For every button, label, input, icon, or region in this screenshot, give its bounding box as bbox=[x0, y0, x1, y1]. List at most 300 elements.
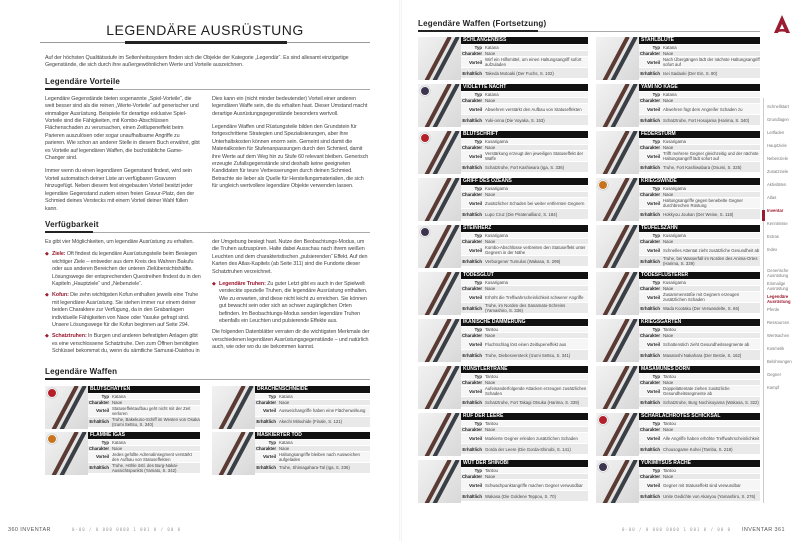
stat-value: Zusammenstöße mit Gegnern erzeugen zusätzlichen Schaden bbox=[663, 292, 740, 302]
stat-label: Vorteil bbox=[468, 294, 482, 300]
heading-waffen-fortsetzung: Legendäre Waffen (Fortsetzung) bbox=[418, 19, 547, 28]
stat-value: Kusarigama bbox=[485, 186, 508, 191]
left-weapon-cards bbox=[45, 386, 370, 475]
weapon-stats bbox=[461, 460, 588, 503]
stat-value: Naoe bbox=[663, 239, 674, 244]
stat-label: Erhältlich bbox=[640, 305, 660, 311]
stat-value: Masatoshi Nakahara (Der Bestie, S. 162) bbox=[663, 352, 742, 358]
stat-label: Erhältlich bbox=[462, 70, 482, 76]
stat-value: Unite Gedichte von Akaryou (Yamashiro, S. 276) bbox=[663, 493, 756, 499]
stat-label: Typ bbox=[652, 280, 660, 285]
weapon-card bbox=[596, 37, 760, 80]
status-effect-badge-icon bbox=[47, 388, 57, 398]
sidebar-item[interactable]: Nebenziele bbox=[767, 156, 788, 161]
status-effect-badge-icon bbox=[598, 415, 608, 425]
status-effect-badge-icon bbox=[420, 133, 430, 143]
stat-row-erhaeltlich bbox=[639, 302, 760, 313]
stat-row-vorteil bbox=[639, 150, 760, 161]
weapon-stats bbox=[639, 178, 760, 221]
stat-label: Erhältlich bbox=[256, 419, 276, 425]
stat-row-vorteil bbox=[255, 405, 370, 416]
stat-label: Charakter bbox=[88, 399, 109, 405]
weapon-name: KRIEGSGARTEN bbox=[639, 319, 760, 326]
stat-value: Tantou bbox=[485, 374, 498, 379]
stat-row-erhaeltlich bbox=[461, 114, 588, 125]
stat-label: Vorteil bbox=[646, 435, 660, 441]
stat-row-vorteil bbox=[639, 197, 760, 208]
stat-row-vorteil bbox=[461, 244, 588, 255]
weapon-image bbox=[596, 272, 639, 315]
stat-value: Truhe, Shimagahara-Tal (Iga, S. 336) bbox=[279, 465, 350, 471]
page-title: LEGENDÄRE AUSRÜSTUNG bbox=[106, 22, 304, 38]
stat-value: Schatztruhe, Fort Kashiwara (Iga, S. 336) bbox=[485, 164, 565, 170]
stat-label: Typ bbox=[101, 393, 109, 399]
weapon-image bbox=[418, 272, 461, 315]
stat-value: Kombo-Abschlüsse verbreiten den Statuseffekt unter Gegnern in der Nähe bbox=[485, 245, 586, 255]
weapon-stats bbox=[461, 413, 588, 456]
stat-value: Naoe bbox=[485, 239, 496, 244]
stat-value: Markierte Gegner erleiden zusätzlichen Schaden bbox=[485, 435, 578, 441]
stat-label: Vorteil bbox=[646, 200, 660, 206]
sidebar-item[interactable]: Zusatzziele bbox=[767, 169, 789, 174]
status-effect-badge-icon bbox=[598, 462, 608, 472]
stat-row-erhaeltlich bbox=[639, 443, 760, 454]
stat-label: Erhältlich bbox=[640, 211, 660, 217]
stat-value: Tantou bbox=[663, 421, 676, 426]
stat-value: Gorda der Leere (Die Gorda-Shinobi, S. 141) bbox=[485, 446, 571, 452]
vorteile-col-1 bbox=[45, 96, 201, 213]
weapon-name: MASAMUNES DORN bbox=[639, 366, 760, 373]
item-label: Schatztruhen: bbox=[52, 333, 87, 340]
stat-row-vorteil bbox=[461, 432, 588, 443]
stat-label: Charakter bbox=[639, 286, 660, 291]
stat-value: Katana bbox=[663, 92, 677, 97]
weapon-card bbox=[418, 84, 588, 127]
weapon-image bbox=[418, 131, 461, 174]
weapon-card bbox=[418, 413, 588, 456]
weapon-stats bbox=[639, 413, 760, 456]
stat-label: Typ bbox=[652, 45, 660, 50]
sidebar-item[interactable]: Inventar bbox=[767, 208, 784, 213]
stat-label: Typ bbox=[652, 468, 660, 473]
weapon-card bbox=[45, 386, 200, 429]
stat-label: Erhältlich bbox=[89, 465, 109, 471]
stat-row-erhaeltlich bbox=[461, 443, 588, 454]
weapon-name: STAHLBLÜTE bbox=[639, 37, 760, 44]
stat-label: Typ bbox=[652, 233, 660, 238]
stat-value: Zusätzlicher Schaden bei weiter entfernten Gegnern bbox=[485, 200, 585, 206]
paragraph: Die folgenden Datenblätter verraten dir die wichtigsten Merkmale der verschiedenen legendären Ausrüstungsgegenstände – und natürlich auch, wie oder wo du sie bekommen kannst. bbox=[212, 329, 370, 351]
stat-label: Charakter bbox=[639, 145, 660, 150]
weapon-image bbox=[596, 131, 639, 174]
stat-label: Erhältlich bbox=[640, 399, 660, 405]
stat-value: Naoe bbox=[663, 98, 674, 103]
stat-value: Isei Sadaoki (Der Ein, S. 80) bbox=[663, 70, 718, 76]
weapon-stats bbox=[255, 386, 370, 429]
weapon-card bbox=[596, 178, 760, 221]
weapon-name: TODESFLÜSTERER bbox=[639, 272, 760, 279]
stat-value: Katana bbox=[279, 439, 293, 445]
stat-label: Erhältlich bbox=[640, 70, 660, 76]
weapon-image bbox=[596, 178, 639, 221]
list-item bbox=[212, 281, 370, 325]
left-page-content bbox=[45, 55, 370, 475]
weapon-stats bbox=[461, 178, 588, 221]
stat-label: Erhältlich bbox=[462, 399, 482, 405]
stat-label: Charakter bbox=[461, 474, 482, 479]
stat-row-vorteil bbox=[88, 451, 200, 462]
divider bbox=[45, 232, 370, 233]
stat-label: Vorteil bbox=[468, 341, 482, 347]
weapon-card bbox=[596, 319, 760, 362]
stat-value: Truhe, Diebesversteck (Izumi Settsu, S. 341) bbox=[485, 352, 571, 358]
weapon-card bbox=[418, 319, 588, 362]
sidebar-item[interactable]: Hauptziele bbox=[767, 143, 787, 148]
stat-value: Tantou bbox=[663, 327, 676, 332]
sidebar-item bbox=[767, 260, 800, 268]
stat-value: Naoe bbox=[485, 427, 496, 432]
heading-vorteile: Legendäre Vorteile bbox=[45, 76, 121, 86]
weapon-stats bbox=[639, 225, 760, 268]
stat-value: Wakasa (Die Goldene Teppou, S. 70) bbox=[485, 493, 556, 499]
sidebar-item[interactable]: Generische Ausrüstung bbox=[767, 268, 789, 278]
sidebar-item[interactable]: Gegner bbox=[767, 372, 781, 377]
stat-value: Wada Kootaku (Der Verwandelte, S. 66) bbox=[663, 305, 740, 311]
weapon-name: MASKIERTER TOD bbox=[255, 432, 370, 439]
stat-value: Akechi Mitsuhide (Finale, S. 121) bbox=[279, 419, 343, 425]
weapon-image bbox=[596, 84, 639, 127]
stat-label: Erhältlich bbox=[462, 446, 482, 452]
weapon-image bbox=[45, 432, 88, 475]
stat-row-erhaeltlich bbox=[639, 349, 760, 360]
weapon-name: SCHARLACHROTES SCHICKSAL bbox=[639, 413, 760, 420]
stat-label: Vorteil bbox=[646, 59, 660, 65]
sidebar-item[interactable]: Leitfaden bbox=[767, 130, 785, 135]
stat-value: Alle Angriffe haben erhöhte Treffwahrscheinlichkeit bbox=[663, 435, 760, 441]
vorteile-columns bbox=[45, 96, 370, 213]
stat-row-vorteil bbox=[461, 103, 588, 114]
sidebar-item[interactable]: Kosmetik bbox=[767, 346, 785, 351]
stat-label: Charakter bbox=[255, 399, 276, 405]
weapon-stats bbox=[639, 84, 760, 127]
stat-row-erhaeltlich bbox=[255, 416, 370, 427]
stat-row-vorteil bbox=[639, 338, 760, 349]
stat-row-erhaeltlich bbox=[639, 67, 760, 78]
stat-label: Erhältlich bbox=[462, 117, 482, 123]
sidebar-item[interactable]: Belohnungen bbox=[767, 359, 792, 364]
stat-value: Abwehren fügt dem Angreifer Schaden zu bbox=[663, 106, 743, 112]
stat-value: Katana bbox=[279, 393, 293, 399]
heading-underline bbox=[45, 378, 110, 380]
stat-row-vorteil bbox=[255, 451, 370, 462]
stat-label: Charakter bbox=[639, 239, 660, 244]
stat-value: Tantou bbox=[663, 468, 676, 473]
weapon-name: TODESGLUT bbox=[461, 272, 588, 279]
weapon-name: DRACHENSCHNEIDE bbox=[255, 386, 370, 393]
stat-value: Naoe bbox=[112, 399, 123, 405]
stat-label: Typ bbox=[652, 327, 660, 332]
sidebar-item[interactable]: Grundlagen bbox=[767, 117, 789, 122]
weapon-image bbox=[418, 37, 461, 80]
stat-label: Vorteil bbox=[468, 106, 482, 112]
vorteile-col-2 bbox=[212, 96, 370, 213]
weapon-name: SCHLANGENBISS bbox=[461, 37, 588, 44]
stat-value: Tantou bbox=[485, 421, 498, 426]
weapon-image bbox=[418, 366, 461, 409]
weapon-card bbox=[418, 366, 588, 409]
active-chapter-marker bbox=[762, 210, 765, 221]
sidebar-item[interactable]: Extras bbox=[767, 234, 779, 239]
stat-label: Charakter bbox=[639, 427, 660, 432]
weapon-card bbox=[596, 84, 760, 127]
weapon-image bbox=[596, 460, 639, 503]
stat-row-vorteil bbox=[461, 385, 588, 396]
stat-label: Vorteil bbox=[646, 153, 660, 159]
weapon-stats bbox=[461, 37, 588, 80]
weapon-image bbox=[212, 432, 255, 475]
weapon-stats bbox=[461, 366, 588, 409]
stat-row-erhaeltlich bbox=[88, 416, 200, 427]
stat-label: Vorteil bbox=[646, 294, 660, 300]
stat-value: Schattenstich zieht Gesundheitssegmente ab bbox=[663, 341, 750, 347]
list-item bbox=[45, 251, 201, 288]
stat-label: Typ bbox=[101, 439, 109, 445]
paragraph: Legendäre Waffen und Rüstungsteile bilden den Grundstein für fortgeschrittene Strategien und Spezialisierungen, aber ihre Unterhaltskosten können enorm sein. Gemeint sind damit die Materialkosten für Stufenanpassungen durch den Schmied, damit ihre Werte auf dem Weg hin zu Stufe 60 relevant bleiben. Generisch erzeugte Zufallsgegenstände sind deshalb keine geeigneten Kandidaten für teure Verbesserungen durch deinen Schmied. Betrachte sie lieber als Quelle für Herstellungsmaterialien, die sich für ungleich wertvollere legendäre Objekte verwenden lassen. bbox=[212, 124, 369, 190]
stat-label: Typ bbox=[474, 374, 482, 379]
heading-waffen: Legendäre Waffen bbox=[45, 366, 118, 376]
sidebar-item[interactable]: Ressourcen bbox=[767, 320, 790, 325]
weapon-card bbox=[418, 37, 588, 80]
stat-row-erhaeltlich bbox=[461, 255, 588, 266]
stat-row-vorteil bbox=[639, 244, 760, 255]
stat-row-erhaeltlich bbox=[461, 208, 588, 219]
stat-label: Charakter bbox=[461, 380, 482, 385]
stat-label: Charakter bbox=[461, 51, 482, 56]
stat-label: Charakter bbox=[461, 333, 482, 338]
weapon-stats bbox=[461, 131, 588, 174]
section-header bbox=[45, 220, 370, 234]
weapon-image bbox=[418, 225, 461, 268]
paragraph: Legendäre Gegenstände bieten sogenannte „Spiel-Vorteile“, die weit besser sind als die reinen „Werte-Vorteile“ auf generischer und einmaliger Ausrüstung. Beispiele für derartige exklusive Spiel-Vorteile sind die Fähigkeiten, mit Kombo-Abschlüssen Flächenschaden zu verursachen, einen Zeitlupeneffekt beim Parieren auszulösen oder sogar unaufhaltsame Angriffe zu parieren. Wie schon an anderer Stelle in diesem Buch erwähnt, gibt es Vorteile auf legendären Waffen, die buchstäbliche Game-Changer sind. bbox=[45, 95, 200, 162]
stat-value: Truhe, Fort Kashiwabara (Osumi, S. 325) bbox=[663, 164, 742, 170]
weapon-stats bbox=[639, 131, 760, 174]
title-underline bbox=[125, 41, 287, 44]
sidebar-item[interactable]: Aktivitäten bbox=[767, 182, 787, 187]
weapon-stats bbox=[461, 225, 588, 268]
weapon-image bbox=[418, 178, 461, 221]
stat-value: Wirf ein Hilfsmittel, um einen Haltungsangriff sofort aufzuladen bbox=[485, 57, 582, 67]
item-text: Zu guter Letzt gibt es auch in der Spielwelt versteckte spezielle Truhen, die legendäre Ausrüstung enthalten. Wie zu erwarten, sind diese nicht leicht zu erreichen. Sie können gut bewacht sein oder sich an schwer zugänglichen Orten befinden. Im Beobachtungs-Modus senden legendäre Truhen ebenfalls ein Leuchten und pulsierende Effekte aus. bbox=[219, 280, 368, 324]
stat-label: Erhältlich bbox=[256, 465, 276, 471]
stat-value: Katana bbox=[485, 92, 499, 97]
right-weapon-cards bbox=[418, 37, 760, 503]
stat-value: Naoe bbox=[663, 286, 674, 291]
stat-row-vorteil bbox=[461, 479, 588, 490]
sidebar-item[interactable]: Wertsachen bbox=[767, 333, 790, 338]
weapon-stats bbox=[461, 319, 588, 362]
stat-row-vorteil bbox=[461, 150, 588, 161]
stat-label: Erhältlich bbox=[640, 258, 660, 264]
sidebar-item[interactable]: Pferde bbox=[767, 307, 780, 312]
weapon-name: YUKIMITSUS RACHE bbox=[639, 460, 760, 467]
stat-value: Naoe bbox=[112, 445, 123, 451]
stat-value: Naoe bbox=[279, 445, 290, 451]
sidebar-item[interactable]: Kampf bbox=[767, 385, 780, 390]
stat-value: Jedes gefüllte Adrenalinsegment verstärkt den Aufbau von Statuseffekten bbox=[112, 451, 192, 462]
stat-label: Charakter bbox=[461, 239, 482, 244]
stat-row-vorteil bbox=[639, 103, 760, 114]
stat-value: Kusarigama bbox=[663, 233, 686, 238]
stat-value: Kusarigama bbox=[485, 233, 508, 238]
weapon-name: KÜNSTLERTRÄNE bbox=[461, 366, 588, 373]
stat-label: Vorteil bbox=[95, 454, 109, 460]
weapon-card bbox=[596, 272, 760, 315]
stat-label: Charakter bbox=[255, 445, 276, 451]
stat-label: Vorteil bbox=[262, 408, 276, 414]
stat-value: Aufeinanderfolgende Attacken erzeugen zusätzlichen Schaden bbox=[485, 386, 587, 396]
stat-label: Vorteil bbox=[468, 59, 482, 65]
stat-label: Typ bbox=[474, 421, 482, 426]
stat-row-erhaeltlich bbox=[639, 114, 760, 125]
weapon-name: GRIFF DES OZEANS bbox=[461, 178, 588, 185]
stat-value: Naoe bbox=[485, 98, 496, 103]
stat-row-erhaeltlich bbox=[461, 161, 588, 172]
stat-value: Naoe bbox=[485, 145, 496, 150]
stat-value: Haltungsangriffe bleiben nach Ausweichen aufgeladen bbox=[279, 451, 360, 462]
stat-label: Vorteil bbox=[646, 106, 660, 112]
weapon-image bbox=[596, 37, 639, 80]
paragraph: Immer wenn du einen legendären Gegenstand findest, wird sein Vorteil automatisch deiner Liste an verfügbaren Gravuren hinzugefügt. Neben diesem fest eingebauten Vorteil besitzt jeder legendäre Gegenstand zudem einen freien Gravur-Platz, den der Schmied deines Verstecks mit einem Vorteil deiner Wahl füllen kann. bbox=[45, 168, 195, 212]
stat-value: Abwehren verstärkt den Aufbau von Statuseffekten bbox=[485, 106, 582, 112]
stat-label: Vorteil bbox=[468, 482, 482, 488]
status-effect-badge-icon bbox=[420, 86, 430, 96]
stat-value: Truhe, Höhle östl. des Burg-Nakai-Aussichtspunkts (Yamato, S. 342) bbox=[112, 462, 178, 473]
heading-underline bbox=[45, 231, 93, 233]
stat-label: Vorteil bbox=[646, 482, 660, 488]
weapon-image bbox=[596, 319, 639, 362]
stat-row-erhaeltlich bbox=[639, 208, 760, 219]
stat-row-vorteil bbox=[461, 197, 588, 208]
stat-value: Tantou bbox=[663, 374, 676, 379]
stat-row-erhaeltlich bbox=[255, 462, 370, 473]
stat-value: Truhe, bei Wasserfall im Norden des Anima-Ortes (Harima, S. 339) bbox=[663, 256, 758, 266]
weapon-card bbox=[596, 366, 760, 409]
stat-label: Typ bbox=[474, 327, 482, 332]
stat-value: Schatztruhe, Burg Nochisoyama (Wakasa, S. 322) bbox=[663, 399, 759, 405]
weapon-card bbox=[212, 386, 370, 429]
stat-label: Typ bbox=[474, 468, 482, 473]
stat-label: Vorteil bbox=[468, 388, 482, 394]
stat-value: Haltungsangriffe gegen benebelte Gegner durchbrechen Rüstung bbox=[663, 198, 743, 208]
stat-label: Vorteil bbox=[468, 153, 482, 159]
weapon-card bbox=[596, 460, 760, 503]
stat-value: Kusarigama bbox=[663, 186, 686, 191]
sidebar-item[interactable]: Schnellstart bbox=[767, 104, 789, 109]
stat-label: Charakter bbox=[639, 380, 660, 385]
weapon-image bbox=[596, 366, 639, 409]
stat-label: Vorteil bbox=[646, 247, 660, 253]
stat-value: Lupo Cruz (Die Piratenallianz, S. 184) bbox=[485, 211, 558, 217]
stat-value: Naoe bbox=[663, 380, 674, 385]
stat-label: Typ bbox=[652, 92, 660, 97]
stat-value: Naoe bbox=[663, 427, 674, 432]
weapon-name: STEINHERZ bbox=[461, 225, 588, 232]
stat-value: Statuseffektaufbau geht nicht mit der Zeit verloren bbox=[112, 405, 191, 416]
weapon-stats bbox=[639, 37, 760, 80]
stat-row-vorteil bbox=[639, 432, 760, 443]
stat-label: Erhältlich bbox=[640, 117, 660, 123]
stat-label: Charakter bbox=[461, 286, 482, 291]
item-label: Legendäre Truhen: bbox=[219, 280, 266, 287]
stat-label: Vorteil bbox=[646, 341, 660, 347]
stat-value: Erhöht die Treffwahrscheinlichkeit schwerer Angriffe bbox=[485, 294, 584, 300]
stat-value: Naoe bbox=[663, 145, 674, 150]
stat-value: Naoe bbox=[485, 286, 496, 291]
item-label: Kofun: bbox=[52, 292, 69, 299]
stat-value: Truhe, im Norden des Sanamato-Schreins (Yamashiro, S. 336) bbox=[485, 303, 566, 313]
status-effect-badge-icon bbox=[420, 227, 430, 237]
stat-value: Naoe bbox=[485, 51, 496, 56]
verf-col-1 bbox=[45, 239, 201, 360]
weapon-card bbox=[418, 272, 588, 315]
stat-value: Schnelles Attentat zieht zusätzliche Gesundheit ab bbox=[663, 247, 760, 253]
stat-label: Vorteil bbox=[468, 200, 482, 206]
weapon-name: BLUTSCHATTEN bbox=[88, 386, 200, 393]
weapon-image bbox=[418, 319, 461, 362]
stat-label: Vorteil bbox=[646, 388, 660, 394]
stat-label: Charakter bbox=[639, 98, 660, 103]
page-footer-left: 360 INVENTAR bbox=[8, 527, 51, 533]
stat-label: Erhältlich bbox=[462, 164, 482, 170]
heading-underline bbox=[45, 88, 113, 90]
weapon-name: WUT DER SHINOBI bbox=[461, 460, 588, 467]
weapon-stats bbox=[639, 272, 760, 315]
stat-label: Typ bbox=[474, 139, 482, 144]
weapon-name: FLAMME IGAS bbox=[88, 432, 200, 439]
stat-value: Schatztruhe, Fort Takagi Otsuka (Harima, S. 339) bbox=[485, 399, 580, 405]
sidebar-item[interactable]: Index bbox=[767, 247, 778, 252]
stat-label: Charakter bbox=[639, 333, 660, 338]
status-effect-badge-icon bbox=[598, 180, 608, 190]
print-marks: 0-00 / 0 000 0000 1 001 0 / 00 0 bbox=[72, 527, 182, 532]
stat-value: Tantou bbox=[485, 327, 498, 332]
weapon-image bbox=[418, 460, 461, 503]
item-text: Die zehn wichtigsten Kofun enthalten jeweils eine Truhe mit legendärer Ausrüstung. Sie stehen immer nur einem deiner beiden Charaktere zur Verfügung, da in den Grabanlagen individuelle Fähigkeiten von Naoe oder Yasuke gefragt sind. Unsere Lösungswege für die Kofun beginnen auf Seite 294. bbox=[52, 292, 199, 328]
stat-label: Typ bbox=[268, 439, 276, 445]
stat-value: Kusarigama bbox=[663, 139, 686, 144]
sidebar-item[interactable]: Einmalige Ausrüstung bbox=[767, 281, 789, 291]
sidebar-item[interactable]: Kenntnisse bbox=[767, 221, 788, 226]
sidebar-item[interactable]: Atlas bbox=[767, 195, 777, 200]
status-effect-badge-icon bbox=[47, 434, 57, 444]
weapon-image bbox=[45, 386, 88, 429]
stat-value: Naoe bbox=[663, 51, 674, 56]
stat-label: Vorteil bbox=[262, 454, 276, 460]
stat-label: Erhältlich bbox=[462, 211, 482, 217]
stat-value: Katana bbox=[112, 439, 126, 445]
spacer bbox=[45, 360, 370, 367]
stat-value: Tantou bbox=[485, 468, 498, 473]
stat-value: Kusarigama bbox=[485, 280, 508, 285]
stat-value: Naoe bbox=[485, 333, 496, 338]
sidebar-item[interactable]: Legendäre Ausrüstung bbox=[767, 294, 791, 304]
stat-value: Schatztruhe, Fort Hosojama (Harima, S. 340) bbox=[663, 117, 750, 123]
weapon-card bbox=[45, 432, 200, 475]
spacer bbox=[45, 70, 370, 77]
weapon-stats bbox=[255, 432, 370, 475]
weapon-image bbox=[596, 413, 639, 456]
stat-label: Typ bbox=[474, 233, 482, 238]
